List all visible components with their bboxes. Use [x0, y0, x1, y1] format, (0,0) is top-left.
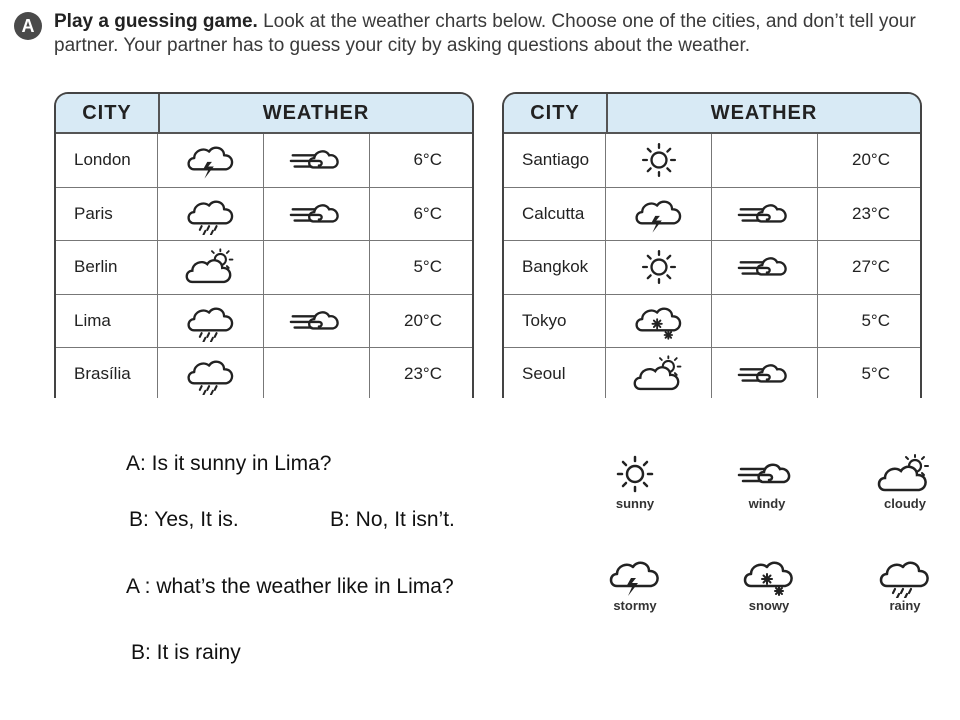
- windy-icon: [737, 452, 797, 496]
- temperature: 5°C: [413, 257, 442, 277]
- rainy-icon: [183, 300, 239, 342]
- legend-label: rainy: [889, 598, 921, 613]
- header-weather: WEATHER: [710, 101, 818, 124]
- dialogue-line-4: B: It is rainy: [131, 641, 241, 664]
- temperature: 6°C: [413, 203, 442, 223]
- weather-table-right: [502, 92, 922, 398]
- temperature: 23°C: [404, 364, 442, 384]
- header-city: CITY: [504, 94, 608, 132]
- section-badge: A: [14, 12, 42, 40]
- legend-windy: [722, 452, 812, 511]
- legend-label: windy: [748, 496, 786, 511]
- instruction-title: Play a guessing game.: [54, 11, 258, 32]
- temperature: 5°C: [861, 310, 890, 330]
- windy-icon: [737, 193, 793, 235]
- temperature: 20°C: [852, 150, 890, 170]
- legend-rainy: [860, 554, 950, 613]
- legend-label: sunny: [615, 496, 655, 511]
- cloudy-icon: [183, 246, 239, 288]
- legend-sunny: [590, 452, 680, 511]
- dialogue-line-2b: B: No, It isn’t.: [330, 508, 455, 531]
- table-header: [56, 94, 472, 134]
- city-name: Paris: [56, 188, 158, 241]
- weather-table-left: [54, 92, 474, 398]
- table-row: [56, 134, 472, 188]
- windy-icon: [289, 139, 345, 181]
- stormy-icon: [183, 139, 239, 181]
- stormy-icon: [605, 554, 665, 598]
- instruction-body: Look at the weather charts below. Choose one of the cities, and don’t tell your partner. Your partner has to guess your city by asking questions about the weather.: [54, 11, 916, 56]
- windy-icon: [737, 246, 793, 288]
- windy-icon: [289, 300, 345, 342]
- cloudy-icon: [875, 452, 935, 496]
- empty-cell: [264, 241, 370, 294]
- header-city: CITY: [56, 94, 160, 132]
- cloudy-icon: [631, 353, 687, 395]
- city-name: Brasília: [56, 348, 158, 398]
- empty-cell: [712, 134, 818, 187]
- temperature: 6°C: [413, 150, 442, 170]
- temperature: 23°C: [852, 203, 890, 223]
- city-name: London: [56, 134, 158, 187]
- snowy-icon: [631, 300, 687, 342]
- legend-label: cloudy: [884, 496, 926, 511]
- temperature: 27°C: [852, 257, 890, 277]
- sunny-icon: [631, 246, 687, 288]
- table-row: [504, 188, 920, 242]
- windy-icon: [737, 353, 793, 395]
- empty-cell: [712, 295, 818, 348]
- stormy-icon: [631, 193, 687, 235]
- table-row: [504, 241, 920, 295]
- sunny-icon: [631, 139, 687, 181]
- city-name: Bangkok: [504, 241, 606, 294]
- table-row: [56, 188, 472, 242]
- city-name: Berlin: [56, 241, 158, 294]
- table-header: [504, 94, 920, 134]
- windy-icon: [289, 193, 345, 235]
- legend-label: stormy: [613, 598, 657, 613]
- temperature: 20°C: [404, 310, 442, 330]
- city-name: Seoul: [504, 348, 606, 398]
- table-row: [56, 295, 472, 349]
- dialogue-line-1: A: Is it sunny in Lima?: [126, 452, 332, 475]
- table-row: [56, 241, 472, 295]
- table-row: [504, 348, 920, 398]
- empty-cell: [264, 348, 370, 398]
- rainy-icon: [183, 193, 239, 235]
- city-name: Santiago: [504, 134, 606, 187]
- table-row: [504, 134, 920, 188]
- rainy-icon: [875, 554, 935, 598]
- snowy-icon: [739, 554, 799, 598]
- dialogue-line-3: A : what’s the weather like in Lima?: [126, 575, 454, 598]
- legend-snowy: [724, 554, 814, 613]
- instruction-text: [54, 10, 934, 58]
- legend-stormy: [590, 554, 680, 613]
- header-weather: WEATHER: [262, 101, 370, 124]
- city-name: Tokyo: [504, 295, 606, 348]
- sunny-icon: [605, 452, 665, 496]
- legend-label: snowy: [748, 598, 790, 613]
- temperature: 5°C: [861, 364, 890, 384]
- rainy-icon: [183, 353, 239, 395]
- table-row: [504, 295, 920, 349]
- city-name: Lima: [56, 295, 158, 348]
- dialogue-line-2a: B: Yes, It is.: [129, 508, 239, 531]
- table-row: [56, 348, 472, 398]
- legend-cloudy: [860, 452, 950, 511]
- city-name: Calcutta: [504, 188, 606, 241]
